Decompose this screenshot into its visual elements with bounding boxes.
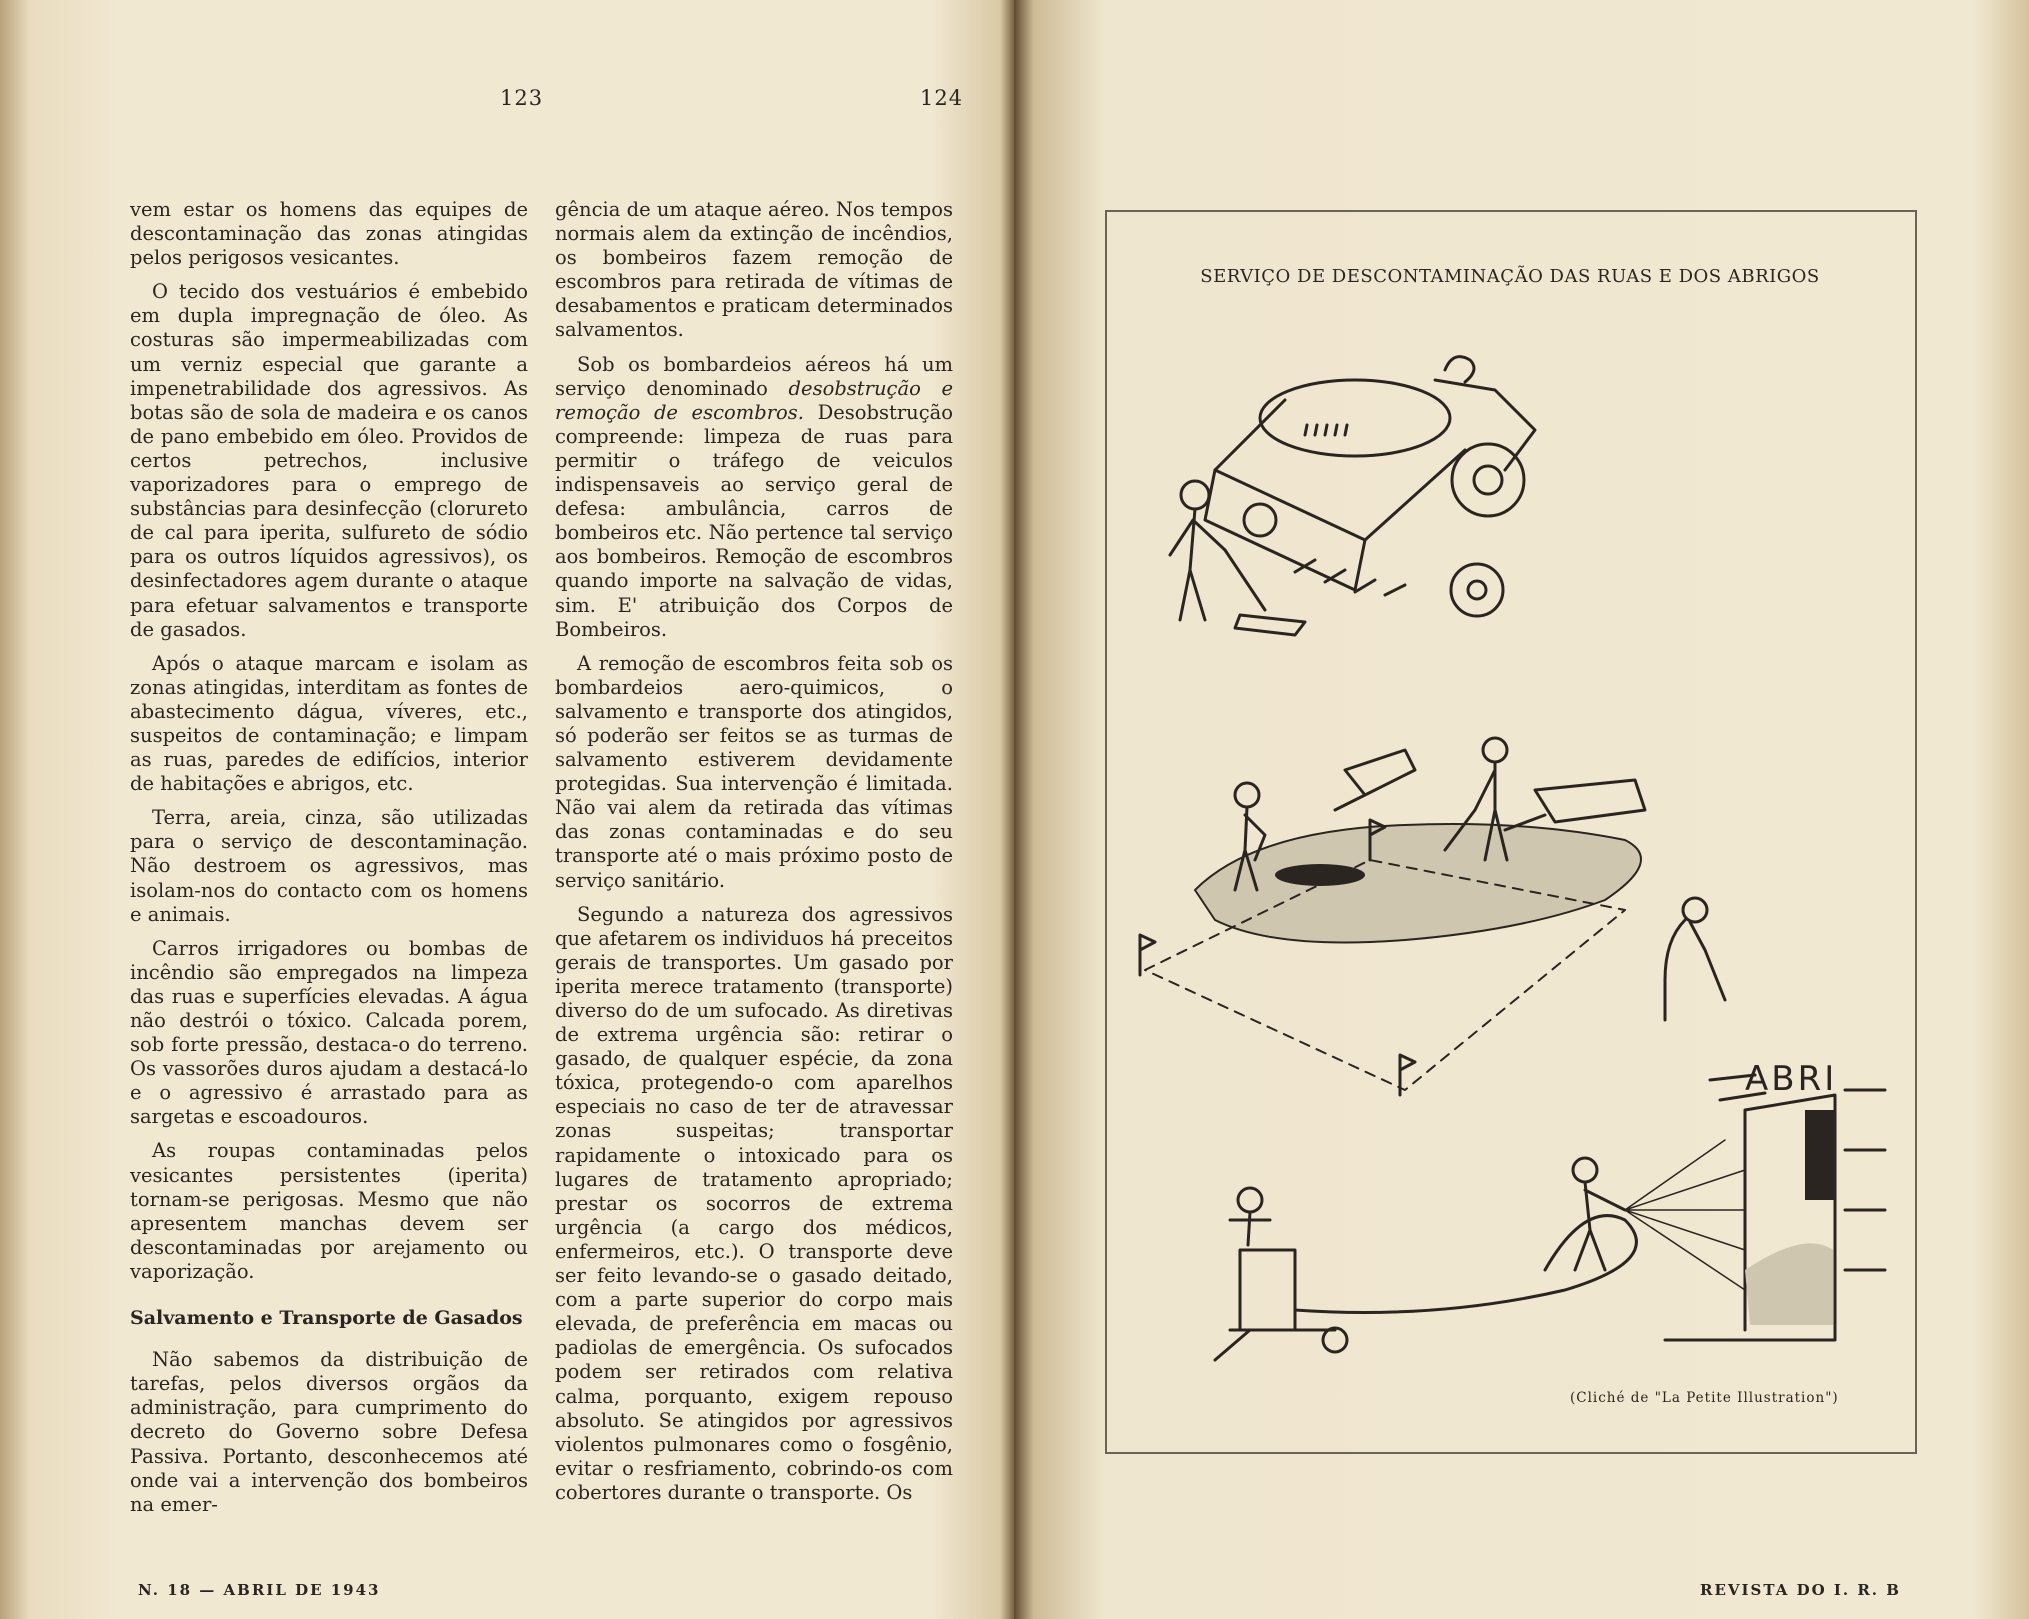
right-column: [555, 198, 953, 1515]
paragraph: gência de um ataque aéreo. Nos tempos normais alem da extinção de incêndios, os bombeiros fazem remoção de escombros para retirada de vítimas de desabamentos e praticam determinados salvamentos.: [555, 198, 953, 342]
paragraph: A remoção de escombros feita sob os bombardeios aero-quimicos, o salvamento e transporte dos atingidos, só poderão ser feitos se as turmas de salvamento estiverem devidamente protegidas. Sua intervenção é limitada. Não vai alem da retirada das vítimas das zonas contaminadas e do seu transporte até o mais próximo posto de serviço sanitário.: [555, 651, 953, 892]
page-number-right: 124: [920, 86, 964, 110]
shelter-sign: ABRI: [1745, 1059, 1838, 1099]
paragraph: As roupas contaminadas pelos vesicantes persistentes (iperita) tornam-se perigosas. Mesmo que não apresentem manchas devem ser descontaminadas por arejamento ou vaporização.: [130, 1139, 528, 1283]
paragraph: Após o ataque marcam e isolam as zonas atingidas, interditam as fontes de abastecimento dágua, víveres, etc., suspeitos de contaminação; e limpam as ruas, paredes de edifícios, interior de habitações e abrigos, etc.: [130, 651, 528, 796]
paragraph: O tecido dos vestuários é embebido em dupla impregnação de óleo. As costuras são impermeabilizadas com um verniz especial que garante a impenetrabilidade dos agressivos. As botas são de sola de madeira e os canos de pano embebido em óleo. Providos de certos petrechos, inclusive vaporizadores para o emprego de substâncias para desinfecção (clorureto de cal para iperita, sulfureto de sódio para os outros líquidos agressivos), os desinfectadores agem durante o ataque para efetuar salvamentos e transporte de gasados.: [130, 280, 528, 641]
paragraph-text: Desobstrução compreende: limpeza de ruas para permitir o tráfego de veiculos indispensaveis ao serviço geral de defesa: ambulância, carros de bombeiros etc. Não pertence tal serviço aos bombeiros. Remoção de escombros quando importe na salvação de vidas, sim. E' atribuição dos Corpos de Bombeiros.: [555, 400, 953, 641]
italic-term: desobstrução e remoção de escombros.: [555, 376, 953, 424]
paragraph: vem estar os homens das equipes de descontaminação das zonas atingidas pelos perigosos vesicantes.: [130, 198, 528, 270]
figure-title: SERVIÇO DE DESCONTAMINAÇÃO DAS RUAS E DOS ABRIGOS: [1200, 266, 1820, 287]
paragraph: Não sabemos da distribuição de tarefas, pelos diversos orgãos da administração, para cumprimento do decreto do Governo sobre Defesa Passiva. Portanto, desconhecemos até onde vai a intervenção dos bombeiros na emer-: [130, 1348, 528, 1516]
paragraph: Terra, areia, cinza, são utilizadas para o serviço de descontaminação. Não destroem os agressivos, mas isolam-nos do contacto com os homens e animais.: [130, 806, 528, 926]
page-number-left: 123: [500, 86, 544, 110]
paragraph-text: Sob os bombardeios aéreos há um serviço denominado: [555, 352, 953, 400]
truck-illustration: [1205, 357, 1535, 616]
section-heading: Salvamento e Transporte de Gasados: [130, 1307, 523, 1330]
paragraph: Carros irrigadores ou bombas de incêndio são empregados na limpeza das ruas e superfícies elevadas. A água não destrói o tóxico. Calcada porem, sob forte pressão, destaca-o do terreno. Os vassorões duros ajudam a destacá-lo e o agressivo é arrastado para as sargetas e escoadouros.: [130, 936, 528, 1129]
left-page: [0, 0, 1014, 1619]
contaminated-zone-illustration: [1140, 738, 1725, 1095]
paragraph: [555, 353, 953, 642]
shelter-spraying-illustration: [1215, 1059, 1885, 1360]
illustration: [1105, 210, 1917, 1454]
left-column: [130, 198, 528, 1527]
footer-journal: REVISTA DO I. R. B: [1700, 1581, 1901, 1599]
footer-issue: N. 18 — ABRIL DE 1943: [138, 1581, 381, 1599]
figure-credit: (Cliché de "La Petite Illustration"): [1570, 1390, 1839, 1406]
paragraph: Segundo a natureza dos agressivos que afetarem os individuos há preceitos gerais de transportes. Um gasado por iperita merece tratamento (transporte) diverso do de um sufocado. As diretivas de extrema urgência são: retirar o gasado, de qualquer espécie, da zona tóxica, protegendo-o com aparelhos especiais no caso de ter de atravessar zonas suspeitas; transportar rapidamente o intoxicado para os lugares de tratamento apropriado; prestar os socorros de extrema urgência (a cargo dos médicos, enfermeiros, etc.). O transporte deve ser feito levando-se o gasado deitado, com a parte superior do corpo mais elevada, de preferência em macas ou padiolas de emergência. Os sufocados podem ser retirados com relativa calma, porquanto, exigem repouso absoluto. Se atingidos por agressivos violentos pulmonares como o fosgênio, evitar o resfriamento, cobrindo-os com cobertores durante o transporte. Os: [555, 902, 953, 1504]
